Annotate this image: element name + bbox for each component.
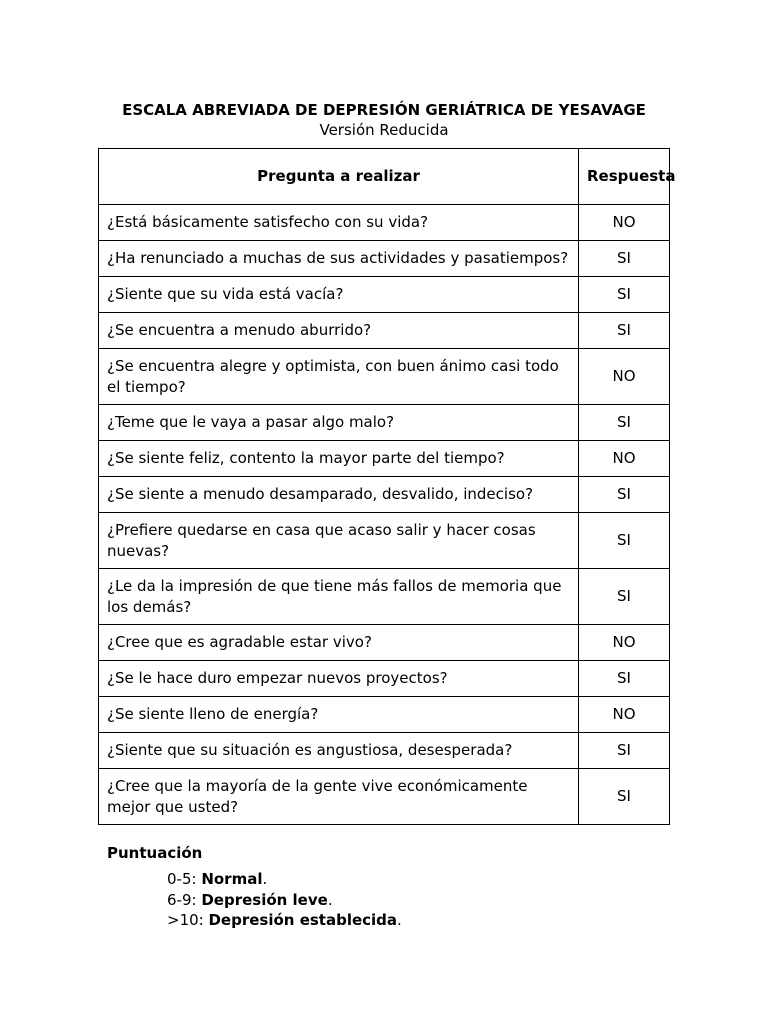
answer-cell: NO [579,205,670,241]
question-column-header: Pregunta a realizar [99,149,579,205]
question-cell: ¿Se le hace duro empezar nuevos proyectos? [99,661,579,697]
answer-column-header: Respuesta [579,149,670,205]
answer-cell: NO [579,441,670,477]
scoring-title: Puntuación [107,844,203,862]
question-cell: ¿Se siente lleno de energía? [99,697,579,733]
answer-cell: SI [579,477,670,513]
question-cell: ¿Cree que es agradable estar vivo? [99,625,579,661]
table-row [99,661,670,697]
question-cell: ¿Se siente a menudo desamparado, desvalido, indeciso? [99,477,579,513]
scoring-range: 6-9: [167,890,202,909]
scoring-item [167,890,402,911]
table-header-row [99,149,670,205]
question-cell: ¿Siente que su vida está vacía? [99,277,579,313]
scoring-label: Depresión leve [201,890,328,909]
scoring-suffix: . [262,870,268,888]
yesavage-scale-table [98,148,676,825]
table-row [99,205,670,241]
question-cell: ¿Siente que su situación es angustiosa, desesperada? [99,733,579,769]
table-row [99,241,670,277]
scoring-item [167,910,402,931]
scoring-range: 0-5: [167,870,202,888]
answer-cell: SI [579,241,670,277]
scoring-label: Depresión establecida [208,911,398,929]
answer-cell: SI [579,569,670,625]
answer-cell: SI [579,769,670,825]
answer-cell: SI [579,405,670,441]
answer-cell: SI [579,661,670,697]
table-row [99,513,670,569]
scoring-label: Normal [201,870,263,888]
table-row [99,733,670,769]
question-cell: ¿Se encuentra a menudo aburrido? [99,313,579,349]
table-row [99,569,670,625]
question-cell: ¿Se encuentra alegre y optimista, con buen ánimo casi todo el tiempo? [99,349,579,405]
scoring-range: >10: [167,911,209,929]
question-cell: ¿Prefiere quedarse en casa que acaso salir y hacer cosas nuevas? [99,513,579,569]
scoring-suffix: . [397,911,402,929]
table-row [99,697,670,733]
scoring-suffix: . [327,890,333,909]
table-row [99,441,670,477]
table-row [99,349,670,405]
answer-cell: SI [579,733,670,769]
table-row [99,405,670,441]
question-cell: ¿Le da la impresión de que tiene más fallos de memoria que los demás? [99,569,579,625]
answer-cell: SI [579,313,670,349]
answer-cell: SI [579,277,670,313]
table-row [99,313,670,349]
page-title: ESCALA ABREVIADA DE DEPRESIÓN GERIÁTRICA DE YESAVAGE [122,101,646,119]
scoring-item [167,869,402,890]
table-row [99,625,670,661]
page-subtitle: Versión Reducida [319,121,449,139]
table-row [99,277,670,313]
answer-cell: NO [579,697,670,733]
question-cell: ¿Se siente feliz, contento la mayor parte del tiempo? [99,441,579,477]
question-cell: ¿Teme que le vaya a pasar algo malo? [99,405,579,441]
question-cell: ¿Está básicamente satisfecho con su vida? [99,205,579,241]
table-row [99,477,670,513]
answer-cell: NO [579,349,670,405]
question-cell: ¿Cree que la mayoría de la gente vive económicamente mejor que usted? [99,769,579,825]
answer-cell: SI [579,513,670,569]
scoring-list [167,869,402,931]
answer-cell: NO [579,625,670,661]
table-row [99,769,670,825]
question-cell: ¿Ha renunciado a muchas de sus actividades y pasatiempos? [99,241,579,277]
